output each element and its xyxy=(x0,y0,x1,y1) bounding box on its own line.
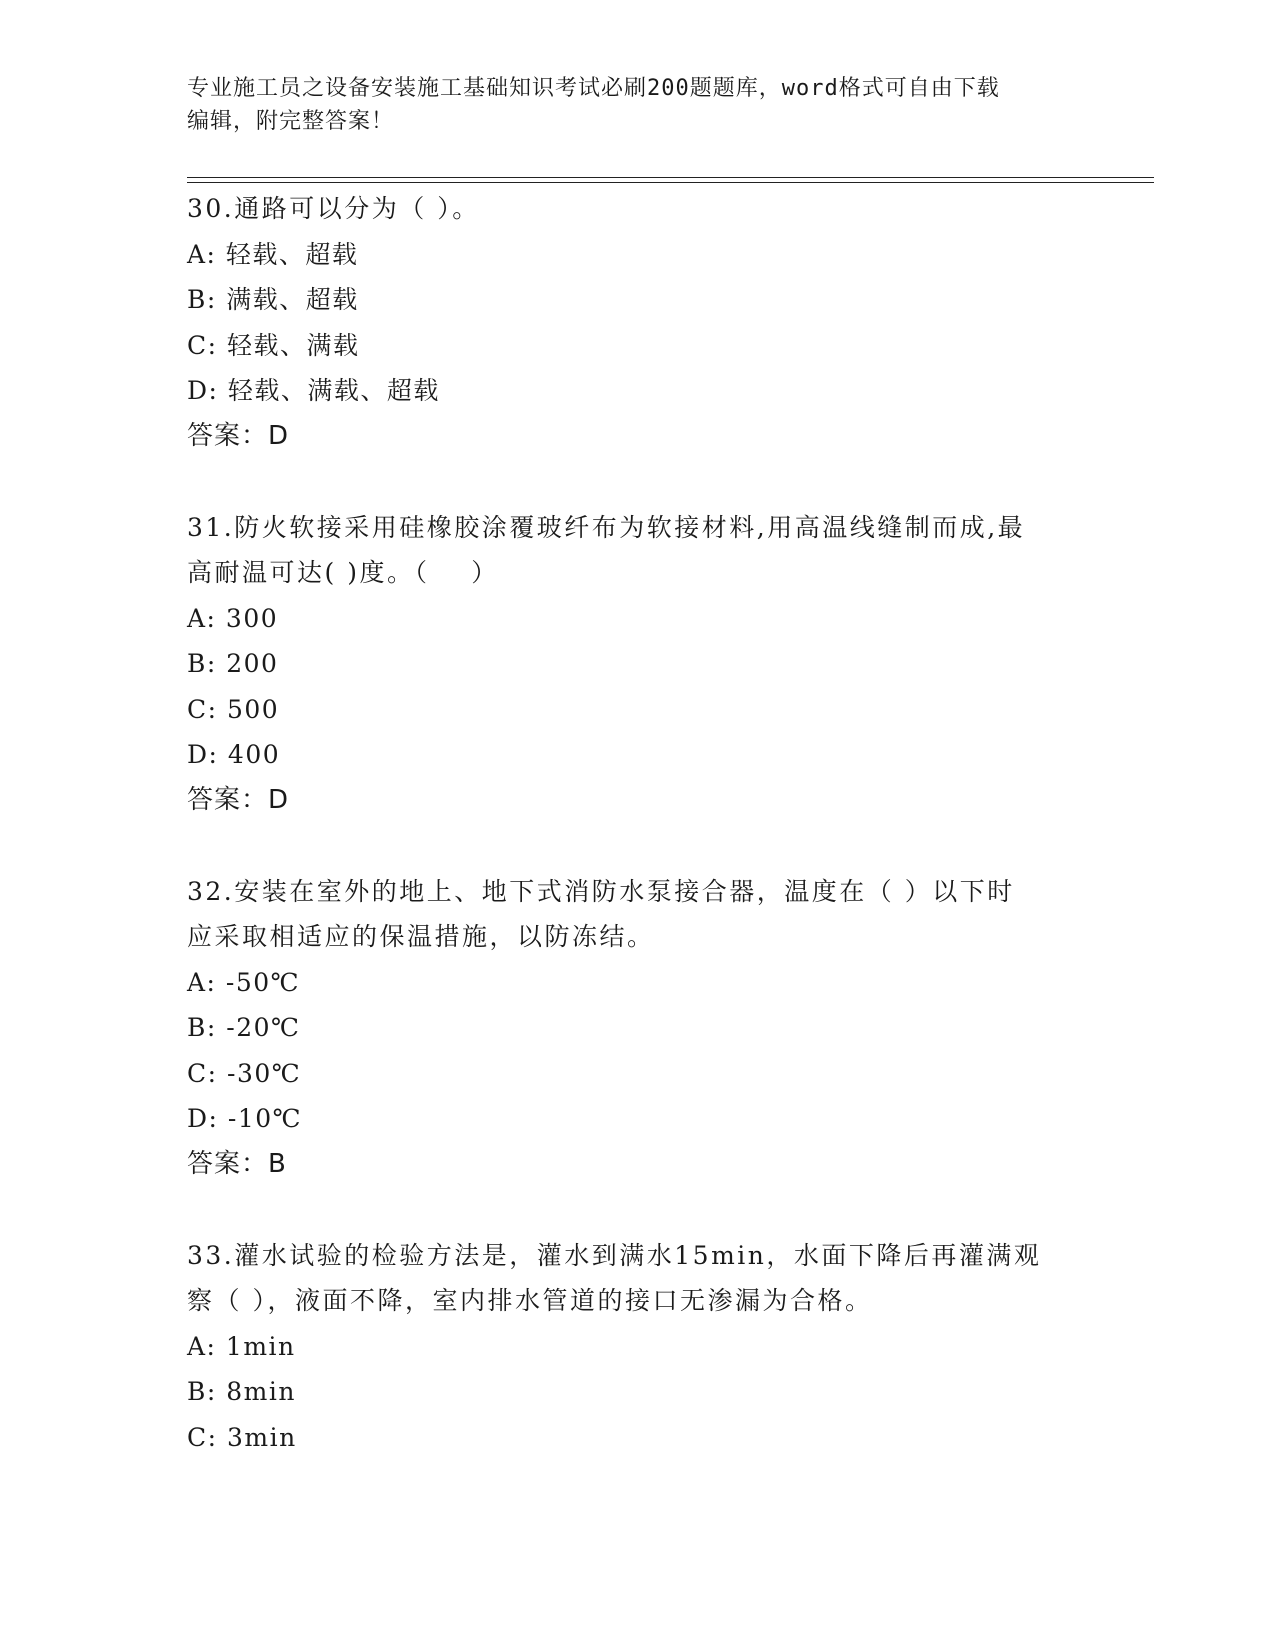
option-b: B: 满载、超载 xyxy=(187,285,359,314)
answer-label: 答案：B xyxy=(187,1148,287,1179)
answer-label: 答案：D xyxy=(187,784,290,815)
option-d: D: 400 xyxy=(187,740,281,769)
header-divider-bottom xyxy=(187,182,1154,183)
header-divider-top xyxy=(187,177,1154,178)
question-text-line: 高耐温可达( )度。（ ） xyxy=(187,558,499,587)
answer-label: 答案：D xyxy=(187,420,290,451)
header-line-2: 编辑，附完整答案！ xyxy=(187,109,395,134)
header-line-1: 专业施工员之设备安装施工基础知识考试必刷200题题库，word格式可自由下载 xyxy=(187,76,1000,101)
question-text-line: 30.通路可以分为（ ）。 xyxy=(187,194,480,223)
option-b: B: -20℃ xyxy=(187,1013,301,1042)
option-b: B: 200 xyxy=(187,649,279,678)
option-d: D: 轻载、满载、超载 xyxy=(187,376,440,405)
option-c: C: 轻载、满载 xyxy=(187,330,360,360)
option-a: A: 1min xyxy=(187,1331,296,1361)
option-d: D: -10℃ xyxy=(187,1104,303,1133)
question-text-line: 应采取相适应的保温措施，以防冻结。 xyxy=(187,922,655,951)
question-text-line: 33.灌水试验的检验方法是，灌水到满水15min，水面下降后再灌满观 xyxy=(187,1240,1042,1270)
option-c: C: 3min xyxy=(187,1422,297,1452)
option-c: C: -30℃ xyxy=(187,1058,302,1088)
question-spacer xyxy=(187,823,1087,869)
question-32 xyxy=(187,869,1087,1188)
question-text-line: 32.安装在室外的地上、地下式消防水泵接合器，温度在（ ）以下时 xyxy=(187,876,1015,906)
question-text-line: 31.防火软接采用硅橡胶涂覆玻纤布为软接材料,用高温线缝制而成,最 xyxy=(187,512,1026,542)
option-a: A: 300 xyxy=(187,603,279,633)
option-a: A: -50℃ xyxy=(187,967,301,997)
question-33 xyxy=(187,1233,1087,1461)
question-31 xyxy=(187,505,1087,824)
question-list xyxy=(187,186,1087,1460)
option-a: A: 轻载、超载 xyxy=(187,239,359,269)
question-spacer xyxy=(187,459,1087,505)
question-30 xyxy=(187,186,1087,459)
option-b: B: 8min xyxy=(187,1377,296,1406)
option-c: C: 500 xyxy=(187,694,280,724)
document-header xyxy=(187,72,1087,138)
question-text-line: 察（ ），液面不降，室内排水管道的接口无渗漏为合格。 xyxy=(187,1286,873,1315)
question-spacer xyxy=(187,1187,1087,1233)
